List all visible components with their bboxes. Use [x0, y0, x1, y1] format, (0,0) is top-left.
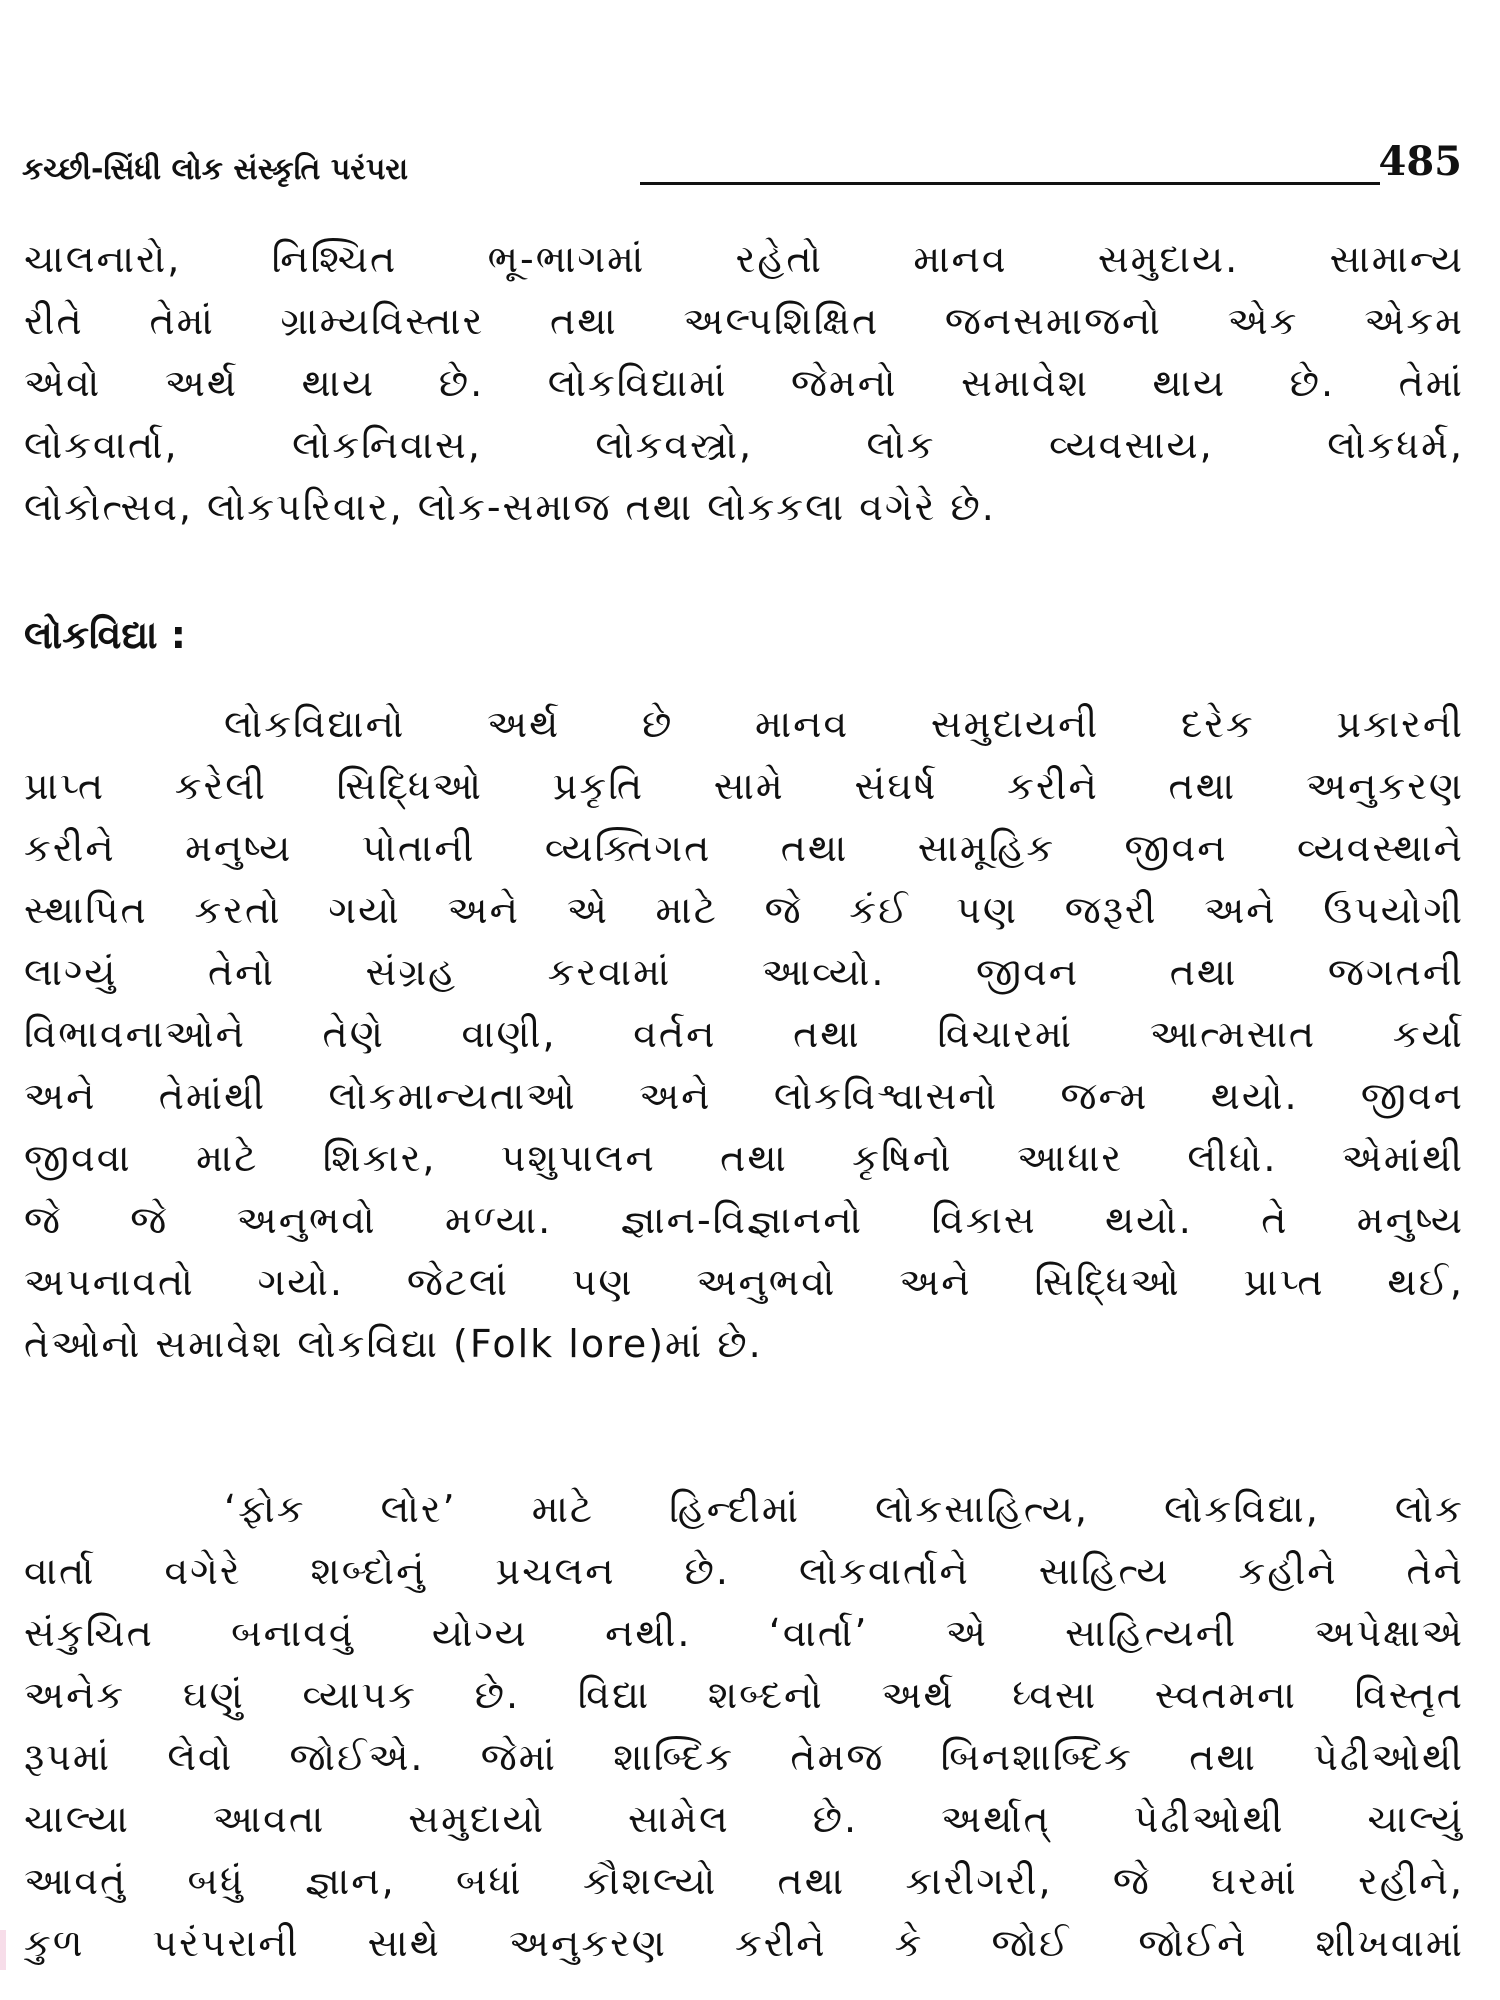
- text-line: વિભાવનાઓને તેણે વાણી, વર્તન તથા વિચારમાં આત્મસાત કર્યા: [24, 1012, 1464, 1056]
- text-line: તેઓનો સમાવેશ લોકવિદ્યા (Folk lore)માં છે.: [24, 1322, 763, 1366]
- text-line: સ્થાપિત કરતો ગયો અને એ માટે જે કંઈ પણ જરૂરી અને ઉપયોગી: [24, 888, 1464, 932]
- page-number: 485: [1378, 138, 1462, 185]
- text-line: અને તેમાંથી લોકમાન્યતાઓ અને લોકવિશ્વાસનો જન્મ થયો. જીવન: [24, 1074, 1464, 1118]
- text-line: ચાલનારો, નિશ્ચિત ભૂ-ભાગમાં રહેતો માનવ સમુદાય. સામાન્ય: [24, 237, 1464, 281]
- text-line: ચાલ્યા આવતા સમુદાયો સામેલ છે. અર્થાત્ પેઢીઓથી ચાલ્યું: [24, 1797, 1464, 1841]
- text-line: આવતું બધું જ્ઞાન, બધાં કૌશલ્યો તથા કારીગરી, જે ઘરમાં રહીને,: [24, 1859, 1464, 1903]
- intro-paragraph: [24, 228, 1464, 538]
- text-line: રૂપમાં લેવો જોઈએ. જેમાં શાબ્દિક તેમજ બિનશાબ્દિક તથા પેઢીઓથી: [24, 1735, 1464, 1779]
- text-line: વાર્તા વગેરે શબ્દોનું પ્રચલન છે. લોકવાર્તાને સાહિત્ય કહીને તેને: [24, 1549, 1464, 1593]
- text-line: પ્રાપ્ત કરેલી સિદ્ધિઓ પ્રકૃતિ સામે સંઘર્ષ કરીને તથા અનુકરણ: [24, 764, 1464, 808]
- text-line: એવો અર્થ થાય છે. લોકવિદ્યામાં જેમનો સમાવેશ થાય છે. તેમાં: [24, 361, 1464, 405]
- text-line: અનેક ઘણું વ્યાપક છે. વિદ્યા શબ્દનો અર્થ ધ્વસા સ્વતમના વિસ્તૃત: [24, 1673, 1464, 1717]
- text-line: અપનાવતો ગયો. જેટલાં પણ અનુભવો અને સિદ્ધિઓ પ્રાપ્ત થઈ,: [24, 1260, 1464, 1304]
- header-rule: [640, 182, 1380, 185]
- text-line: લોકોત્સવ, લોકપરિવાર, લોક-સમાજ તથા લોકકલા વગેરે છે.: [24, 485, 996, 529]
- text-line: લોકવાર્તા, લોકનિવાસ, લોકવસ્ત્રો, લોક વ્યવસાય, લોકધર્મ,: [24, 423, 1464, 467]
- text-line: જે જે અનુભવો મળ્યા. જ્ઞાન-વિજ્ઞાનનો વિકાસ થયો. તે મનુષ્ય: [24, 1198, 1464, 1242]
- text-line: રીતે તેમાં ગ્રામ્યવિસ્તાર તથા અલ્પશિક્ષિત જનસમાજનો એક એકમ: [24, 299, 1464, 343]
- text-line: કુળ પરંપરાની સાથે અનુકરણ કરીને કે જોઈ જોઈને શીખવામાં: [24, 1921, 1464, 1965]
- running-header-title: કચ્છી-સિંધી લોક સંસ્કૃતિ પરંપરા: [22, 152, 409, 187]
- section-heading: લોકવિદ્યા :: [24, 613, 186, 657]
- text-line: કરીને મનુષ્ય પોતાની વ્યક્તિગત તથા સામૂહિક જીવન વ્યવસ્થાને: [24, 826, 1464, 870]
- paragraph-lokvidya: [24, 693, 1464, 1375]
- text-line: જીવવા માટે શિકાર, પશુપાલન તથા કૃષિનો આધાર લીધો. એમાંથી: [24, 1136, 1464, 1180]
- text-line: લાગ્યું તેનો સંગ્રહ કરવામાં આવ્યો. જીવન તથા જગતની: [24, 950, 1464, 994]
- text-line: ‘ફોક લોર’ માટે હિન્દીમાં લોકસાહિત્ય, લોકવિદ્યા, લોક: [224, 1487, 1464, 1531]
- running-header: [22, 138, 1470, 198]
- paragraph-folk-lore: [24, 1478, 1464, 1974]
- page-edge-mark: [0, 1930, 6, 1970]
- text-line: સંકુચિત બનાવવું યોગ્ય નથી. ‘વાર્તા’ એ સાહિત્યની અપેક્ષાએ: [24, 1611, 1464, 1655]
- text-line: લોકવિદ્યાનો અર્થ છે માનવ સમુદાયની દરેક પ્રકારની: [224, 702, 1464, 746]
